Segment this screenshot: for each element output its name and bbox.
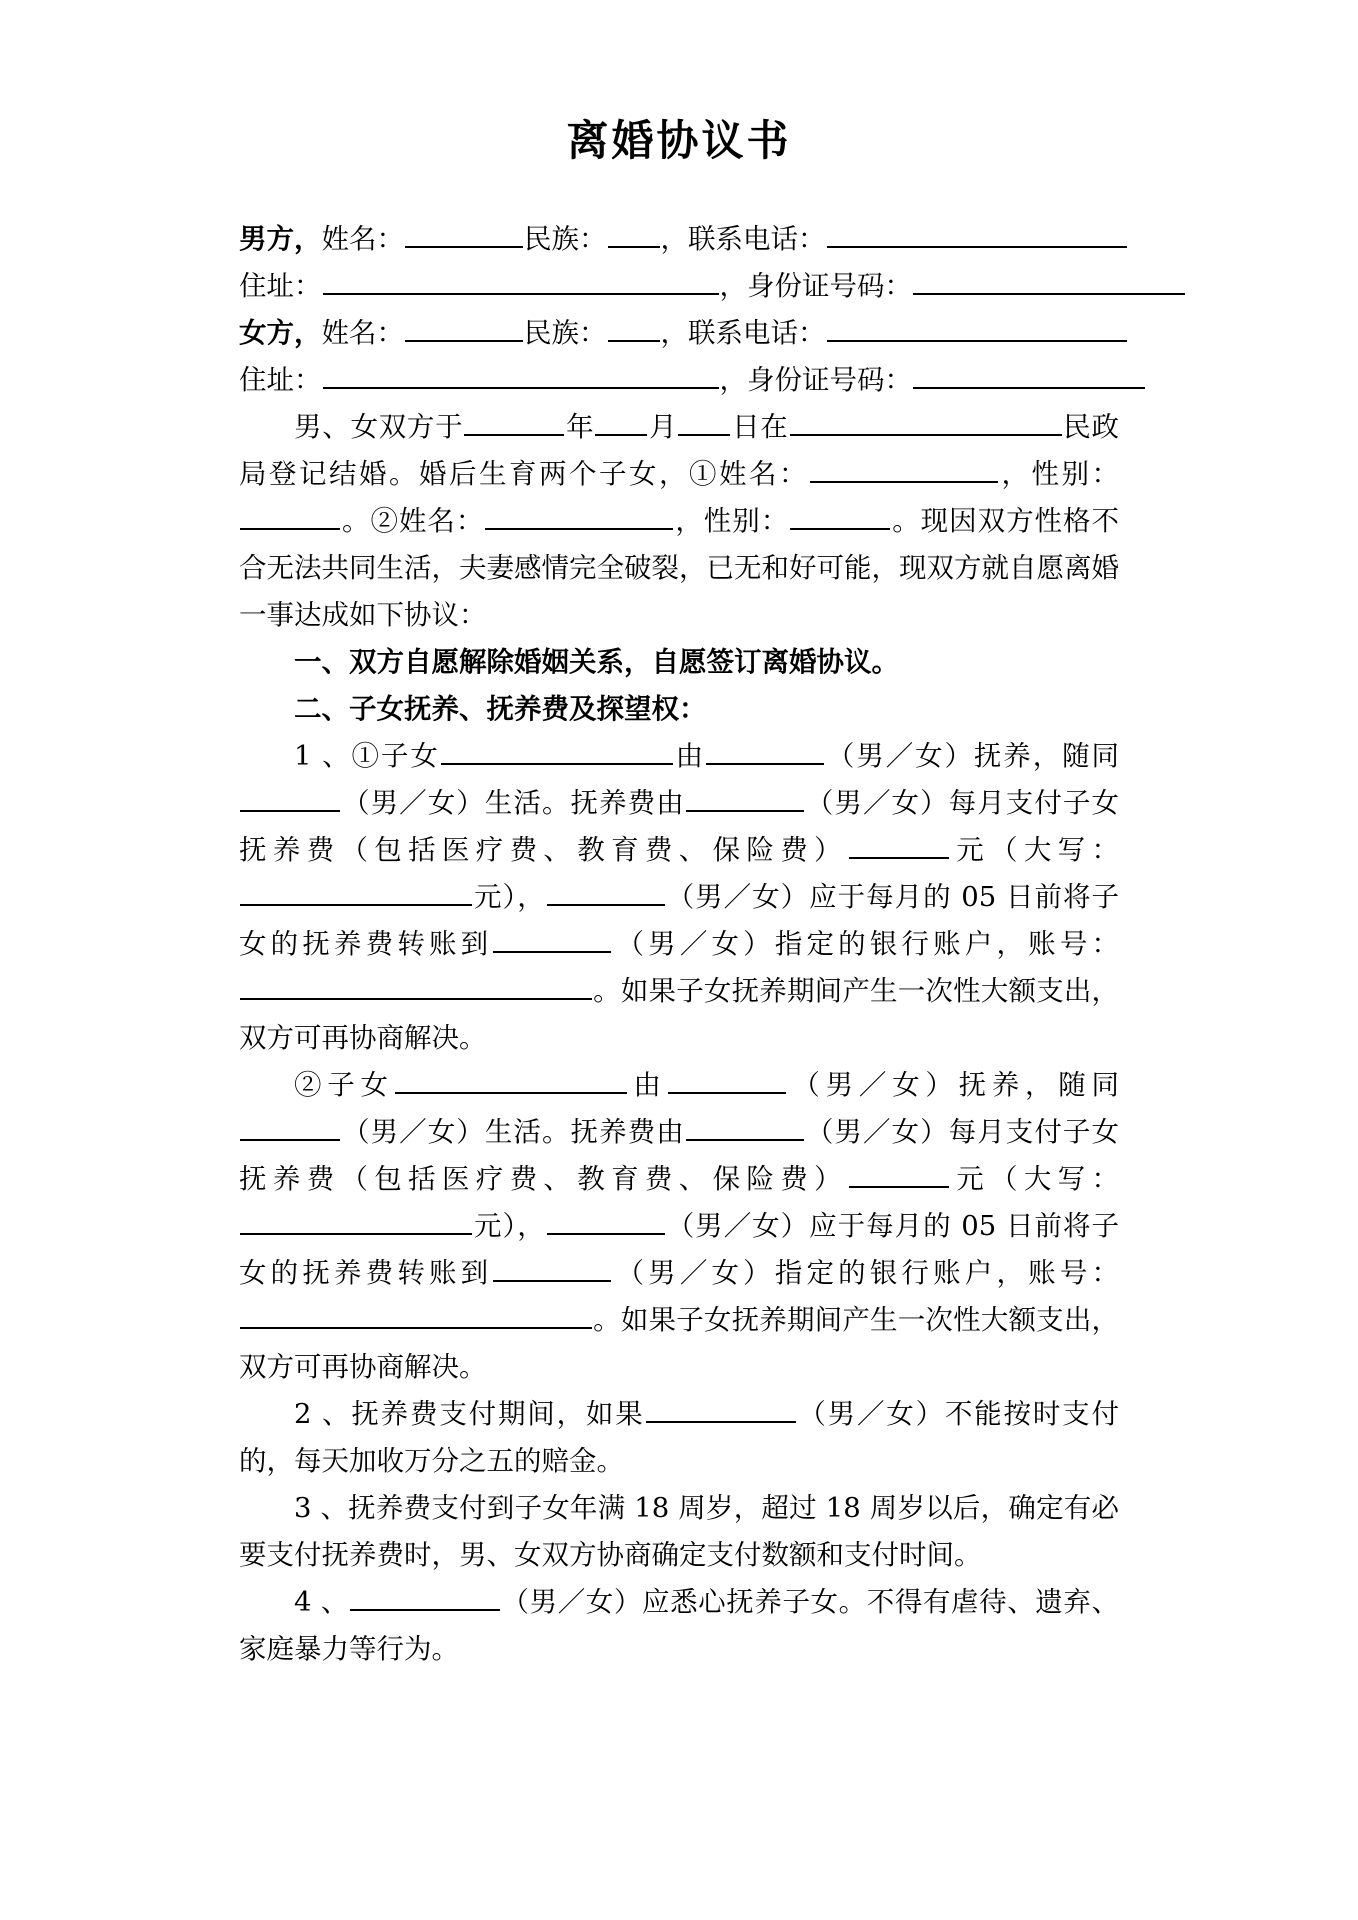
male-id-label: ，身份证号码： bbox=[719, 270, 912, 302]
female-phone-input[interactable] bbox=[827, 311, 1127, 342]
female-address-input[interactable] bbox=[323, 358, 719, 389]
child2-account-owner-input[interactable] bbox=[493, 1251, 611, 1282]
child2-amount-words-input[interactable] bbox=[240, 1204, 472, 1235]
clause-1-number: 1 、①子女 bbox=[294, 740, 440, 772]
male-address-input[interactable] bbox=[323, 264, 719, 295]
intro-text-h: ，性别： bbox=[674, 505, 790, 537]
late-payment-party-input[interactable] bbox=[646, 1392, 796, 1423]
male-party-line-1 bbox=[239, 216, 1119, 263]
intro-text-a: 男、女双方于 bbox=[294, 411, 464, 443]
clause-1-text-f: 元）， bbox=[473, 881, 546, 913]
page-title: 离婚协议书 bbox=[566, 116, 792, 165]
clause-2-text-h: （男／女）指定的银行账户，账号： bbox=[612, 1257, 1120, 1289]
male-name-input[interactable] bbox=[405, 217, 523, 248]
clause-2-text-c: （男／女）生活。抚养费由 bbox=[341, 1116, 685, 1148]
intro-text-f: ，性别： bbox=[999, 458, 1119, 490]
document-body bbox=[239, 168, 1119, 1673]
male-name-label: 姓名： bbox=[321, 223, 404, 255]
male-phone-label: ，联系电话： bbox=[660, 223, 826, 255]
female-name-label: 姓名： bbox=[321, 317, 404, 349]
clause-1-text-e: 元（大写： bbox=[949, 834, 1120, 866]
clause-2-text-g: （男／女）应于每月的 05 日前将子女的抚养费转账到 bbox=[239, 1210, 1119, 1289]
male-address-label: 住址： bbox=[239, 270, 322, 302]
clause-2-number: ②子女 bbox=[294, 1069, 394, 1101]
clause-1-text-g: （男／女）应于每月的 05 日前将子女的抚养费转账到 bbox=[239, 881, 1119, 960]
clause-2-text-e: 元（大写： bbox=[949, 1163, 1120, 1195]
child1-custodian-input[interactable] bbox=[706, 734, 824, 765]
child2-gender-input[interactable] bbox=[790, 499, 890, 530]
clause-1-text-d: （男／女）每月支付子女抚养费（包括医疗费、教育费、保险费） bbox=[239, 787, 1119, 866]
intro-text-g: 。②姓名： bbox=[341, 505, 485, 537]
clause-4-text-start: 4 、 bbox=[294, 1586, 349, 1618]
clause-1-text-a: 由 bbox=[673, 740, 706, 772]
child1-name-input[interactable] bbox=[810, 452, 998, 483]
child2-custodian-input[interactable] bbox=[668, 1063, 786, 1094]
female-party-line-1 bbox=[239, 310, 1119, 357]
marriage-day-input[interactable] bbox=[678, 405, 730, 436]
marriage-year-input[interactable] bbox=[464, 405, 564, 436]
clause-2-late-payment bbox=[239, 1391, 1119, 1485]
clause-2-text-d: （男／女）每月支付子女抚养费（包括医疗费、教育费、保险费） bbox=[239, 1116, 1119, 1195]
intro-text-e: 民政局登记结婚。婚后生育两个子女，①姓名： bbox=[239, 411, 1120, 490]
marriage-month-input[interactable] bbox=[595, 405, 647, 436]
intro-text-i: 。现因双方性格不合无法共同生活，夫妻感情完全破裂，已无和好可能，现双方就自愿离婚一事达成如下协议： bbox=[239, 505, 1120, 631]
child1-lives-with-input[interactable] bbox=[240, 781, 340, 812]
section-heading-two: 二、子女抚养、抚养费及探望权： bbox=[294, 693, 707, 725]
female-party-label: 女方， bbox=[239, 317, 322, 349]
male-phone-input[interactable] bbox=[827, 217, 1127, 248]
child1-amount-words-input[interactable] bbox=[240, 875, 472, 906]
female-phone-label: ，联系电话： bbox=[660, 317, 826, 349]
clause-4-text-end: （男／女）应悉心抚养子女。不得有虐待、遗弃、家庭暴力等行为。 bbox=[239, 1586, 1119, 1665]
intro-text-b: 年 bbox=[565, 411, 595, 443]
female-id-label: ，身份证号码： bbox=[719, 364, 912, 396]
child2-account-number-input[interactable] bbox=[240, 1298, 592, 1329]
clause-1-text-b: （男／女）抚养，随同 bbox=[825, 740, 1120, 772]
female-name-input[interactable] bbox=[405, 311, 523, 342]
child1-account-owner-input[interactable] bbox=[493, 922, 611, 953]
clause-4-care-duty bbox=[239, 1579, 1119, 1673]
child1-identifier-input[interactable] bbox=[441, 734, 673, 765]
child1-payer-input[interactable] bbox=[686, 781, 804, 812]
clause-3-age-limit: 3 、抚养费支付到子女年满 18 周岁，超过 18 周岁以后，确定有必要支付抚养费时，男、女双方协商确定支付数额和支付时间。 bbox=[239, 1492, 1119, 1571]
male-id-input[interactable] bbox=[913, 264, 1185, 295]
child2-lives-with-input[interactable] bbox=[240, 1110, 340, 1141]
child2-transfer-party-input[interactable] bbox=[547, 1204, 665, 1235]
male-party-line-2 bbox=[239, 263, 1119, 310]
clause-2-text-i: 。如果子女抚养期间产生一次性大额支出，双方可再协商解决。 bbox=[239, 1304, 1119, 1383]
care-duty-party-input[interactable] bbox=[350, 1580, 500, 1611]
clause-2-text-end: （男／女）不能按时支付的，每天加收万分之五的赔金。 bbox=[239, 1398, 1119, 1477]
child1-gender-input[interactable] bbox=[240, 499, 340, 530]
clause-2-text-f: 元）， bbox=[473, 1210, 546, 1242]
clause-2-text-b: （男／女）抚养，随同 bbox=[786, 1069, 1120, 1101]
child1-account-number-input[interactable] bbox=[240, 969, 592, 1000]
child2-name-input[interactable] bbox=[485, 499, 673, 530]
clause-1-text-i: 。如果子女抚养期间产生一次性大额支出，双方可再协商解决。 bbox=[239, 975, 1119, 1054]
female-party-line-2 bbox=[239, 357, 1119, 404]
marriage-bureau-input[interactable] bbox=[790, 405, 1062, 436]
clause-1-child-1 bbox=[239, 733, 1119, 1062]
female-address-label: 住址： bbox=[239, 364, 322, 396]
clause-1-child-2 bbox=[239, 1062, 1119, 1391]
child2-payer-input[interactable] bbox=[686, 1110, 804, 1141]
intro-text-c: 月 bbox=[648, 411, 678, 443]
section-heading-one: 一、双方自愿解除婚姻关系，自愿签订离婚协议。 bbox=[294, 646, 899, 678]
female-id-input[interactable] bbox=[913, 358, 1145, 389]
male-party-label: 男方， bbox=[239, 223, 322, 255]
intro-text-d: 日在 bbox=[731, 411, 789, 443]
clause-1-text-h: （男／女）指定的银行账户，账号： bbox=[612, 928, 1120, 960]
clause-1-text-c: （男／女）生活。抚养费由 bbox=[341, 787, 685, 819]
female-ethnicity-input[interactable] bbox=[608, 311, 660, 342]
marriage-intro-paragraph bbox=[239, 404, 1119, 639]
child1-amount-input[interactable] bbox=[849, 828, 949, 859]
female-ethnicity-label: 民族： bbox=[524, 317, 607, 349]
child2-identifier-input[interactable] bbox=[395, 1063, 627, 1094]
male-ethnicity-label: 民族： bbox=[524, 223, 607, 255]
clause-2-text-start: 2 、抚养费支付期间，如果 bbox=[294, 1398, 645, 1430]
clause-2-text-a: 由 bbox=[627, 1069, 667, 1101]
child1-transfer-party-input[interactable] bbox=[547, 875, 665, 906]
male-ethnicity-input[interactable] bbox=[608, 217, 660, 248]
child2-amount-input[interactable] bbox=[849, 1157, 949, 1188]
